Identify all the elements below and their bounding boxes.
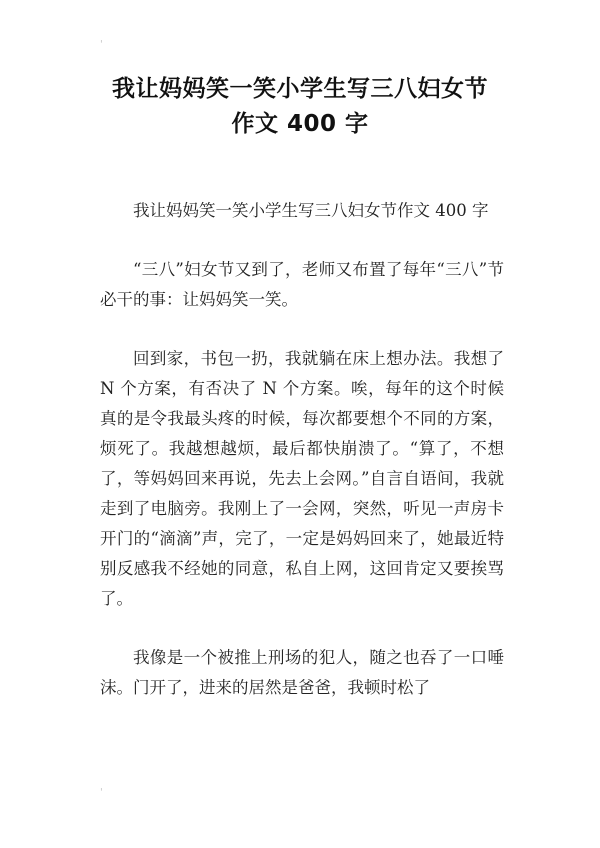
title-line-2: 作文 400 字	[231, 111, 369, 137]
document-title	[90, 72, 510, 142]
paragraph-3: 回到家，书包一扔，我就躺在床上想办法。我想了 N 个方案，有否决了 N 个方案。唉，每年的这个时候真的是令我最头疼的时候，每次都要想个不同的方案，烦死了。我越想越烦，最后都快崩溃了。“算了，不想了，等妈妈回来再说，先去上会网。”自言自语间，我就走到了电脑旁。我刚上了一会网，突然，听见一声房卡开门的“滴滴”声，完了，一定是妈妈回来了，她最近特别反感我不经她的同意，私自上网，这回肯定又要挨骂了。	[100, 349, 504, 608]
paragraph-1: 我让妈妈笑一笑小学生写三八妇女节作文 400 字	[133, 201, 489, 220]
corner-mark-bottom: '	[100, 787, 103, 798]
corner-mark-top: '	[100, 39, 103, 50]
title-line-1: 我让妈妈笑一笑小学生写三八妇女节	[112, 76, 488, 102]
document-body	[100, 196, 504, 732]
paragraph-2: “三八”妇女节又到了，老师又布置了每年“三八”节必干的事：让妈妈笑一笑。	[100, 260, 504, 309]
paragraph-4: 我像是一个被推上刑场的犯人，随之也吞了一口唾沫。门开了，进来的居然是爸爸，我顿时松了	[100, 648, 504, 697]
